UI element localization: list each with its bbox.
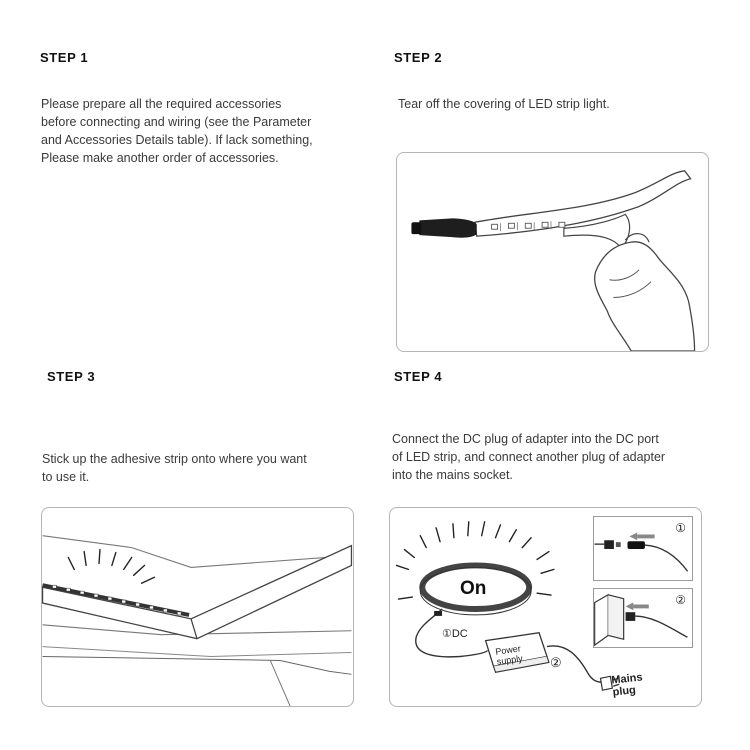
step-3-text: Stick up the adhesive strip onto where you want to use it. xyxy=(42,452,307,484)
step-4-text: Connect the DC plug of adapter into the DC port of LED strip, and connect another plug of adapter into the mains socket. xyxy=(392,432,666,482)
mains-plug-label-line1: Mains xyxy=(610,671,644,687)
step-2-title: STEP 2 xyxy=(394,50,443,65)
step-2-illustration xyxy=(396,152,709,352)
dc-label: ①DC xyxy=(442,628,468,640)
step-4-illustration xyxy=(389,507,702,707)
ceiling-install-drawing xyxy=(42,508,353,706)
inset-mains-socket xyxy=(593,588,693,648)
step-1-text: Please prepare all the required accessories before connecting and wiring (see the Parameter and Accessories Details table). If lack something, Please make another order of accessories. xyxy=(41,97,313,165)
marker-2: ② xyxy=(550,655,562,670)
step-3-illustration xyxy=(41,507,354,707)
mains-plug-label-line2: plug xyxy=(612,684,637,699)
power-supply-label xyxy=(495,643,524,666)
power-supply-label-line2: supply xyxy=(496,653,524,667)
on-label: On xyxy=(460,578,487,599)
mains-plug-label xyxy=(611,671,645,698)
inset-dc-connection xyxy=(593,516,693,581)
strip-peel-drawing xyxy=(397,153,708,351)
step-4-title: STEP 4 xyxy=(394,369,443,384)
step-3-title: STEP 3 xyxy=(47,369,96,384)
inset-top-marker: ① xyxy=(675,521,686,535)
inset-bottom-marker: ② xyxy=(675,593,686,607)
power-supply-label-line1: Power xyxy=(494,643,522,657)
step-2-text: Tear off the covering of LED strip light. xyxy=(398,97,610,111)
step-1-title: STEP 1 xyxy=(40,50,89,65)
